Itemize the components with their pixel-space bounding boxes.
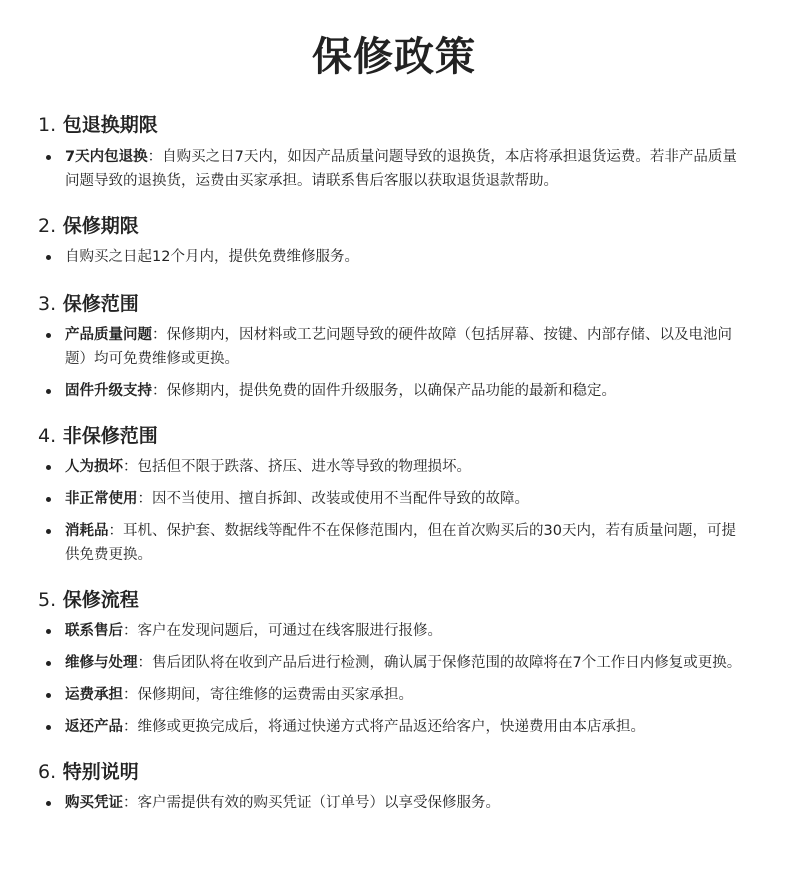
page-title: 保修政策: [312, 34, 476, 80]
section-warranty-process: [38, 587, 750, 739]
list-item: [38, 791, 750, 815]
item-text: ：维修或更换完成后，将通过快递方式将产品返还给客户，快递费用由本店承担。: [123, 719, 645, 735]
item-text: ：保修期内，提供免费的固件升级服务，以确保产品功能的最新和稳定。: [152, 383, 616, 399]
section-list: [38, 245, 750, 269]
item-term: 联系售后: [65, 623, 123, 639]
item-term: 购买凭证: [65, 795, 123, 811]
section-title: 特别说明: [62, 761, 139, 783]
section-list: [38, 145, 750, 193]
item-text: ：包括但不限于跌落、挤压、进水等导致的物理损坏。: [123, 459, 471, 475]
item-term: 人为损坏: [65, 459, 123, 475]
section-title: 保修范围: [62, 293, 139, 315]
bullet-icon: [46, 255, 51, 260]
list-item: [38, 245, 750, 269]
bullet-icon: [46, 725, 51, 730]
bullet-icon: [46, 333, 51, 338]
section-number: 5.: [38, 589, 57, 611]
section-list: [38, 619, 750, 739]
bullet-icon: [46, 629, 51, 634]
list-item: [38, 651, 750, 675]
section-number: 4.: [38, 425, 57, 447]
section-heading: [38, 759, 750, 785]
section-warranty-period: [38, 213, 750, 269]
bullet-icon: [46, 389, 51, 394]
section-number: 3.: [38, 293, 57, 315]
item-text: ：客户在发现问题后，可通过在线客服进行报修。: [123, 623, 442, 639]
section-number: 1.: [38, 114, 57, 136]
item-term: 运费承担: [65, 687, 123, 703]
item-term: 消耗品: [65, 523, 109, 539]
list-item: [38, 715, 750, 739]
section-list: [38, 455, 750, 567]
item-term: 固件升级支持: [65, 383, 152, 399]
list-item: [38, 519, 750, 567]
section-title: 保修期限: [62, 215, 139, 237]
list-item: [38, 379, 750, 403]
section-title: 包退换期限: [62, 114, 158, 136]
list-item: [38, 487, 750, 511]
item-term: 产品质量问题: [65, 327, 152, 343]
section-heading: [38, 423, 750, 449]
list-item: [38, 323, 750, 371]
section-special-notes: [38, 759, 750, 815]
bullet-icon: [46, 465, 51, 470]
section-title: 非保修范围: [62, 425, 158, 447]
item-term: 维修与处理: [65, 655, 138, 671]
section-heading: [38, 587, 750, 613]
section-non-warranty-scope: [38, 423, 750, 567]
section-heading: [38, 213, 750, 239]
list-item: [38, 619, 750, 643]
section-return-period: [38, 112, 750, 193]
item-text: ：售后团队将在收到产品后进行检测，确认属于保修范围的故障将在7个工作日内修复或更换。: [137, 655, 742, 671]
list-item: [38, 455, 750, 479]
section-number: 2.: [38, 215, 57, 237]
section-number: 6.: [38, 761, 57, 783]
bullet-icon: [46, 155, 51, 160]
item-term: 非正常使用: [65, 491, 138, 507]
item-term: 返还产品: [65, 719, 123, 735]
item-term: 7天内包退换: [65, 149, 148, 165]
section-warranty-scope: [38, 291, 750, 403]
section-heading: [38, 291, 750, 317]
bullet-icon: [46, 693, 51, 698]
list-item: [38, 145, 750, 193]
item-text: ：自购买之日7天内，如因产品质量问题导致的退换货，本店将承担退货运费。若非产品质量问题导致的退换货，运费由买家承担。请联系售后客服以获取退货退款帮助。: [65, 149, 737, 189]
bullet-icon: [46, 529, 51, 534]
section-list: [38, 323, 750, 403]
item-text: ：因不当使用、擅自拆卸、改装或使用不当配件导致的故障。: [137, 491, 529, 507]
section-list: [38, 791, 750, 815]
bullet-icon: [46, 801, 51, 806]
item-text: ：耳机、保护套、数据线等配件不在保修范围内，但在首次购买后的30天内，若有质量问题，可提供免费更换。: [65, 523, 736, 563]
section-title: 保修流程: [62, 589, 139, 611]
bullet-icon: [46, 497, 51, 502]
section-heading: [38, 112, 750, 138]
item-text: ：保修期间，寄往维修的运费需由买家承担。: [123, 687, 413, 703]
item-text: ：客户需提供有效的购买凭证（订单号）以享受保修服务。: [123, 795, 500, 811]
bullet-icon: [46, 661, 51, 666]
item-text: 自购买之日起12个月内，提供免费维修服务。: [65, 249, 359, 265]
list-item: [38, 683, 750, 707]
item-text: ：保修期内，因材料或工艺问题导致的硬件故障（包括屏幕、按键、内部存储、以及电池问题）均可免费维修或更换。: [65, 327, 732, 367]
